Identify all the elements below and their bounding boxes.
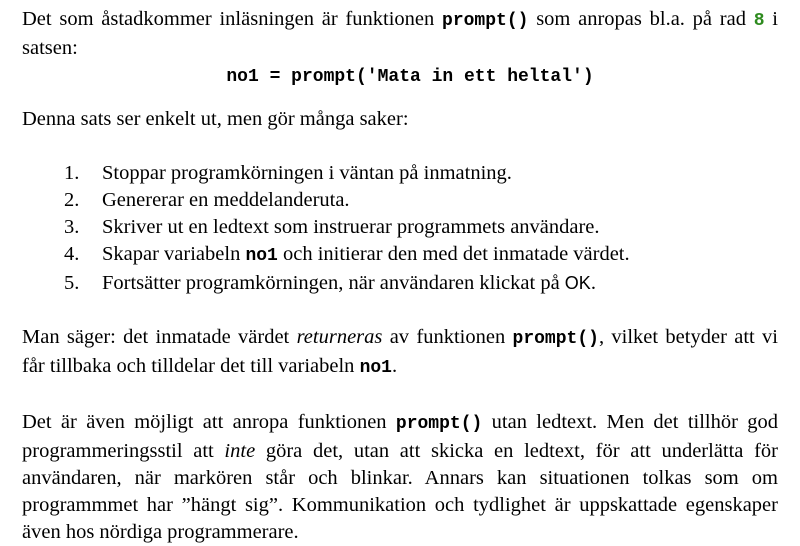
list-item-number: 5. [64, 272, 80, 294]
lead-paragraph: Denna sats ser enkelt ut, men gör många saker: [22, 108, 409, 130]
steps-list [22, 160, 778, 297]
inline-code-prompt: prompt() [512, 329, 599, 349]
list-item [22, 160, 778, 187]
paragraph-text: utan ledtext. Men det tillhör god programmeringsstil att [22, 411, 779, 462]
list-item-number: 2. [64, 189, 80, 211]
intro-paragraph [22, 6, 778, 62]
paragraph-text: Det är även möjligt att anropa funktionen [22, 411, 396, 433]
inline-code-no1: no1 [359, 358, 392, 378]
paragraph-text: göra det, utan att skicka en ledtext, för att underlätta för användaren, när markören står och blinkar. Annars kan situationen tolkas som om programmmet har ”hängt sig”. Kommunikation och tydlighet är uppskattade egenskaper även hos nördiga programmerare. [22, 440, 778, 543]
line-number-code: 8 [753, 11, 765, 31]
list-item [22, 214, 778, 241]
inline-code-prompt: prompt() [442, 11, 529, 31]
list-item-number: 3. [64, 216, 80, 238]
inline-code-no1: no1 [245, 246, 278, 266]
list-item-text: Stoppar programkörningen i väntan på inmatning. [102, 162, 512, 184]
intro-text: i satsen: [22, 8, 778, 59]
returns-paragraph [22, 324, 778, 382]
list-item [22, 187, 778, 214]
intro-text: som anropas bl.a. på rad [528, 8, 754, 30]
list-item-number: 1. [64, 162, 80, 184]
list-item [22, 270, 778, 297]
paragraph-text: . [391, 355, 398, 377]
list-item-text: Skapar variabeln [102, 243, 246, 265]
list-item [22, 241, 778, 270]
paragraph-text: , vilket betyder att vi får tillbaka och tilldelar det till variabeln [22, 326, 778, 377]
list-item-text: och initierar den med det inmatade värdet. [277, 243, 630, 265]
emphasis-returneras: returneras [296, 326, 383, 348]
ok-label: OK [564, 273, 591, 293]
list-item-number: 4. [64, 243, 80, 265]
list-item-text: Fortsätter programkörningen, när användaren klickat på [102, 272, 565, 294]
code-statement [22, 62, 778, 91]
paragraph-text: av funktionen [382, 326, 513, 348]
paragraph-text: Man säger: det inmatade värdet [22, 326, 297, 348]
list-item-text: Skriver ut en ledtext som instruerar programmets användare. [102, 216, 600, 238]
list-item-text: . [590, 272, 596, 294]
intro-text: Det som åstadkommer inläsningen är funktionen [22, 8, 443, 30]
inline-code-prompt: prompt() [395, 414, 483, 434]
list-item-text: Genererar en meddelanderuta. [102, 189, 350, 211]
emphasis-inte: inte [224, 440, 256, 462]
code-statement-text: no1 = prompt('Mata in ett heltal') [226, 67, 594, 87]
style-paragraph [22, 409, 778, 546]
